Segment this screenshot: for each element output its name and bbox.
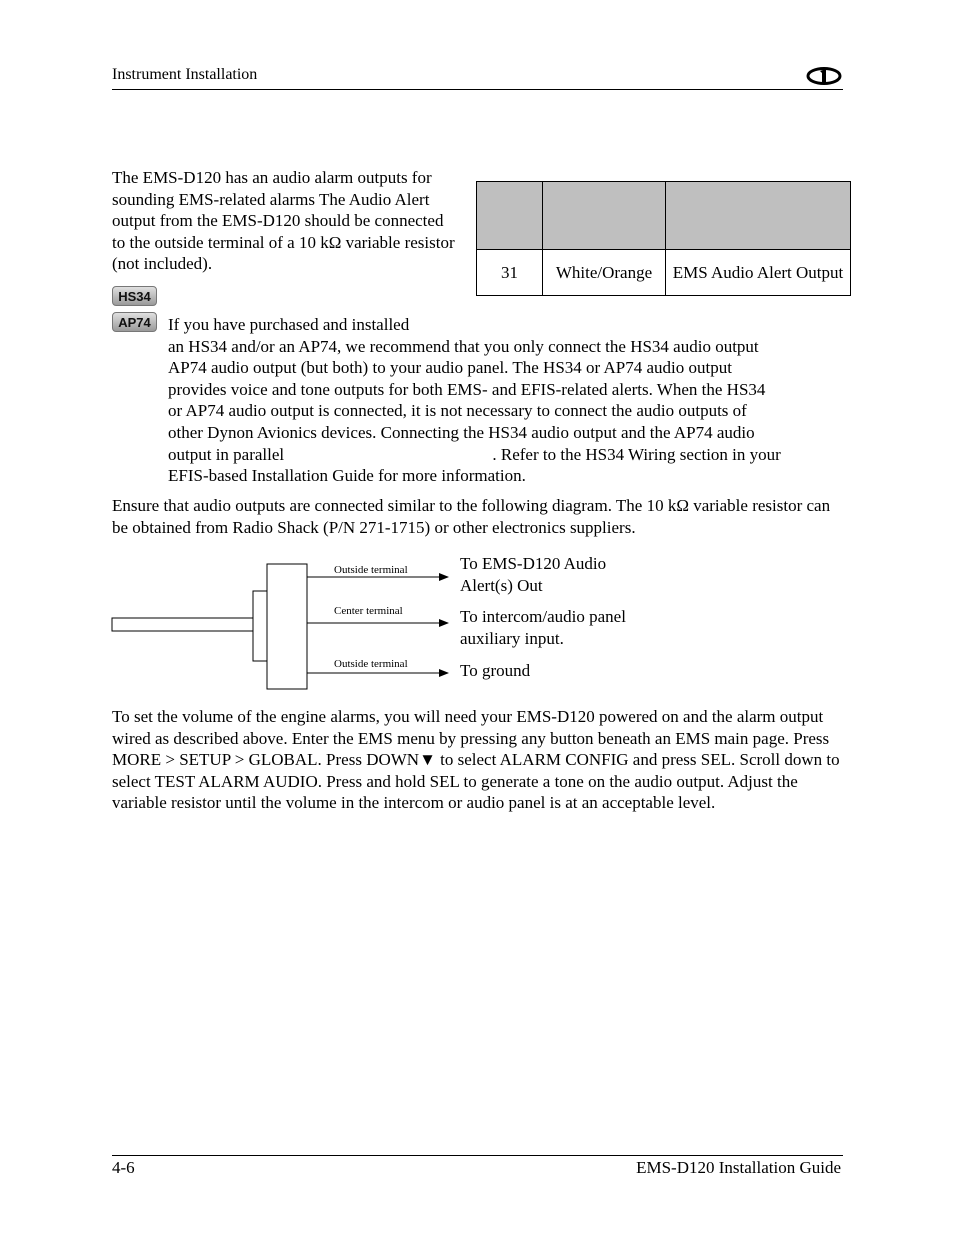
table-header-cell — [477, 182, 543, 250]
wiring-diagram — [110, 554, 670, 695]
hs34-badge: HS34 — [112, 286, 157, 306]
hs34-ap74-note — [168, 314, 838, 487]
note-line: AP74 audio output (but both) to your audio panel. The HS34 or AP74 audio output — [168, 358, 732, 378]
destination-ground: To ground — [460, 661, 531, 680]
page-number: 4-6 — [112, 1158, 135, 1177]
terminal-label-top: Outside terminal — [334, 564, 408, 576]
pin-number-cell: 31 — [477, 250, 543, 296]
note-line: other Dynon Avionics devices. Connecting the HS34 audio output and the AP74 audio — [168, 422, 755, 442]
destination-audio-alert: To EMS-D120 Audio Alert(s) Out — [460, 554, 607, 595]
ensure-paragraph: Ensure that audio outputs are connected similar to the following diagram. The 10 kΩ variable resistor can be obtained from Radio Shack (P/N 271-1715) or other electronics suppliers. — [112, 496, 831, 537]
dynon-logo-icon — [806, 66, 842, 86]
resistor-body — [267, 564, 307, 689]
table-header-row — [477, 182, 851, 250]
terminal-label-center: Center terminal — [334, 605, 403, 617]
destination-intercom: To intercom/audio panel auxiliary input. — [460, 607, 626, 648]
intro-paragraph: The EMS-D120 has an audio alarm outputs for sounding EMS-related alarms The Audio Alert output from the EMS-D120 should be connected to the outside terminal of a 10 kΩ variable resistor (not included). — [112, 168, 455, 274]
resistor-neck — [253, 591, 267, 661]
table-header-cell — [543, 182, 666, 250]
wire-color-cell: White/Orange — [543, 250, 666, 296]
resistor-shaft — [112, 618, 253, 631]
table-row — [477, 250, 851, 296]
note-line: an HS34 and/or an AP74, we recommend that you only connect the HS34 audio output — [168, 336, 759, 356]
pin-table — [476, 181, 851, 296]
note-line: If you have purchased and installed — [168, 315, 410, 334]
terminal-label-bottom: Outside terminal — [334, 658, 408, 670]
note-line: output in parallel . Refer to the HS34 Wiring section in your — [168, 444, 781, 464]
function-cell: EMS Audio Alert Output — [666, 250, 851, 296]
footer-rule — [112, 1155, 843, 1156]
ap74-badge: AP74 — [112, 312, 157, 332]
note-line: or AP74 audio output is connected, it is not necessary to connect the audio outputs of — [168, 401, 747, 421]
note-line: provides voice and tone outputs for both EMS- and EFIS-related alerts. When the HS34 — [168, 379, 766, 399]
volume-paragraph: To set the volume of the engine alarms, you will need your EMS-D120 powered on and the alarm output wired as described above. Enter the EMS menu by pressing any button beneath an EMS main page. Press MORE > SETUP > GLOBAL. Press DOWN▼ to select ALARM CONFIG and press SEL. Scroll down to select TEST ALARM AUDIO. Press and hold SEL to generate a tone on the audio output. Adjust the variable resistor until the volume in the intercom or audio panel is at an acceptable level. — [112, 707, 840, 813]
note-line: EFIS-based Installation Guide for more information. — [168, 466, 526, 486]
header-rule — [112, 89, 843, 90]
table-header-cell — [666, 182, 851, 250]
guide-title: EMS-D120 Installation Guide — [636, 1158, 841, 1177]
header-title: Instrument Installation — [112, 66, 258, 83]
